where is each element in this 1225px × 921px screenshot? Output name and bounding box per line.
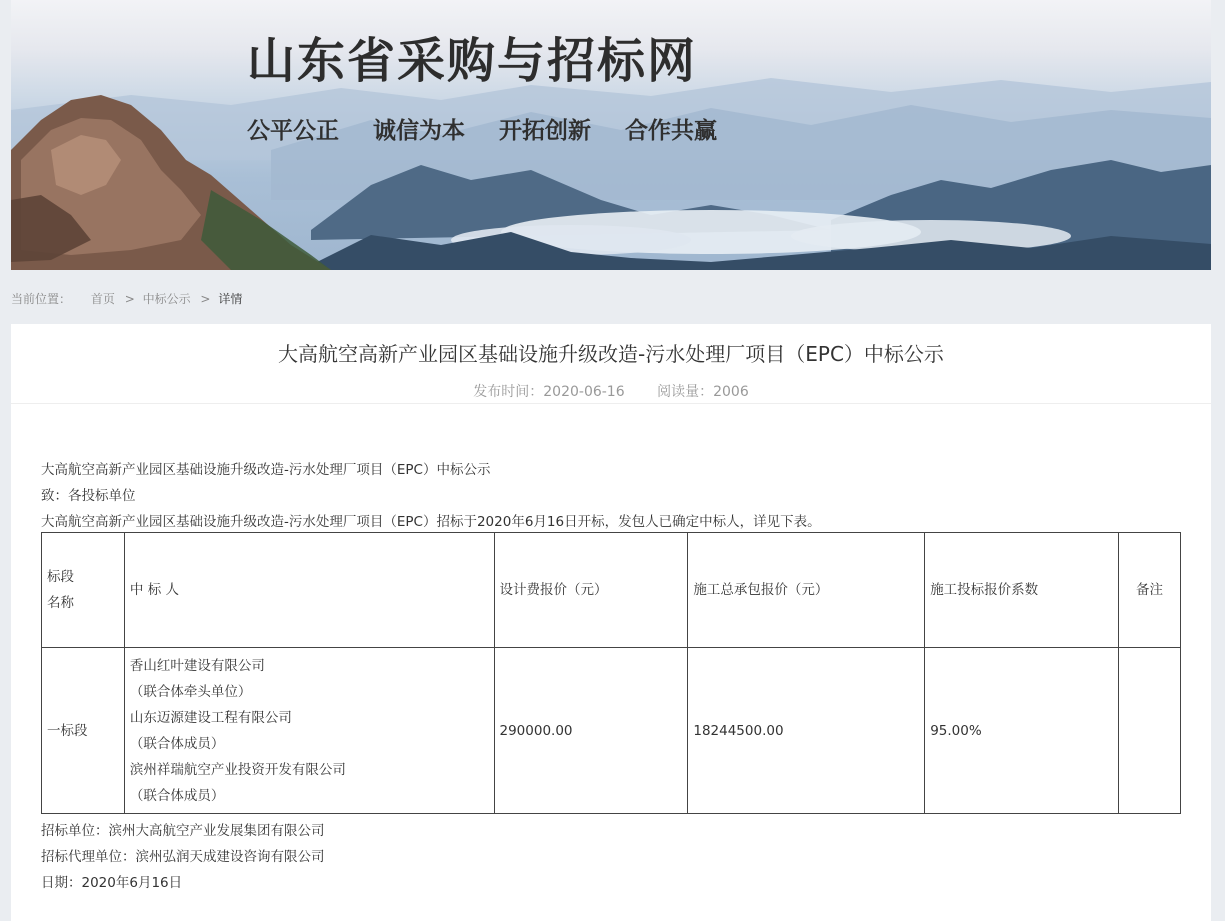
winner-line: （联合体成员） <box>129 735 225 752</box>
cell-winner <box>124 648 494 814</box>
cell-design-fee: 290000.00 <box>494 648 688 814</box>
article-meta <box>11 381 1211 401</box>
breadcrumb-current: 详情 <box>218 292 243 306</box>
winner-line: （联合体牵头单位） <box>129 683 252 700</box>
breadcrumb-award-notice-link[interactable]: 中标公示 <box>142 292 191 306</box>
winner-line: 山东迈源建设工程有限公司 <box>129 709 292 726</box>
cell-coefficient: 95.00% <box>925 648 1119 814</box>
article-panel <box>11 324 1211 921</box>
winner-line: 滨州祥瑞航空产业投资开发有限公司 <box>129 761 346 778</box>
winner-line: （联合体成员） <box>129 787 225 804</box>
header-design-fee: 设计费报价（元） <box>494 533 688 648</box>
slogan-bar <box>247 112 751 145</box>
intro-paragraph-title: 大高航空高新产业园区基础设施升级改造-污水处理厂项目（EPC）中标公示 <box>41 462 491 478</box>
breadcrumb-separator: > <box>124 292 135 306</box>
intro-paragraph-recipient: 致：各投标单位 <box>41 488 136 504</box>
header-coefficient: 施工投标报价系数 <box>925 533 1119 648</box>
article-title: 大高航空高新产业园区基础设施升级改造-污水处理厂项目（EPC）中标公示 <box>278 342 944 366</box>
publish-time: 发布时间：2020-06-16 <box>473 384 625 400</box>
header-construction-fee: 施工总承包报价（元） <box>688 533 925 648</box>
slogan-3: 开拓创新 <box>499 117 591 144</box>
tenderer-line: 招标单位：滨州大高航空产业发展集团有限公司 <box>41 823 325 839</box>
breadcrumb-separator: > <box>200 292 211 306</box>
slogan-1: 公平公正 <box>247 117 339 144</box>
slogan-2: 诚信为本 <box>373 117 465 144</box>
breadcrumb-home-link[interactable]: 首页 <box>90 292 115 306</box>
date-line: 日期：2020年6月16日 <box>41 875 183 891</box>
site-title: 山东省采购与招标网 <box>247 33 698 89</box>
header-section-line1: 标段 <box>47 569 74 585</box>
cell-construction-fee: 18244500.00 <box>688 648 925 814</box>
intro-paragraph-body: 大高航空高新产业园区基础设施升级改造-污水处理厂项目（EPC）招标于2020年6月16日开标，发包人已确定中标人，详见下表。 <box>41 514 821 530</box>
breadcrumb-label: 当前位置： <box>11 292 72 306</box>
header-section <box>42 533 125 648</box>
cell-section: 一标段 <box>42 648 125 814</box>
award-table <box>41 532 1181 814</box>
agent-line: 招标代理单位：滨州弘润天成建设咨询有限公司 <box>41 849 325 865</box>
table-header-row <box>42 533 1181 648</box>
breadcrumb <box>11 290 244 307</box>
divider <box>11 403 1211 404</box>
header-remark: 备注 <box>1119 533 1181 648</box>
table-row <box>42 648 1181 814</box>
header-section-line2: 名称 <box>47 595 74 611</box>
cell-remark <box>1119 648 1181 814</box>
winner-line: 香山红叶建设有限公司 <box>129 657 265 674</box>
view-count: 阅读量：2006 <box>657 384 749 400</box>
header-winner: 中 标 人 <box>124 533 494 648</box>
slogan-4: 合作共赢 <box>625 117 717 144</box>
site-banner <box>11 0 1211 270</box>
